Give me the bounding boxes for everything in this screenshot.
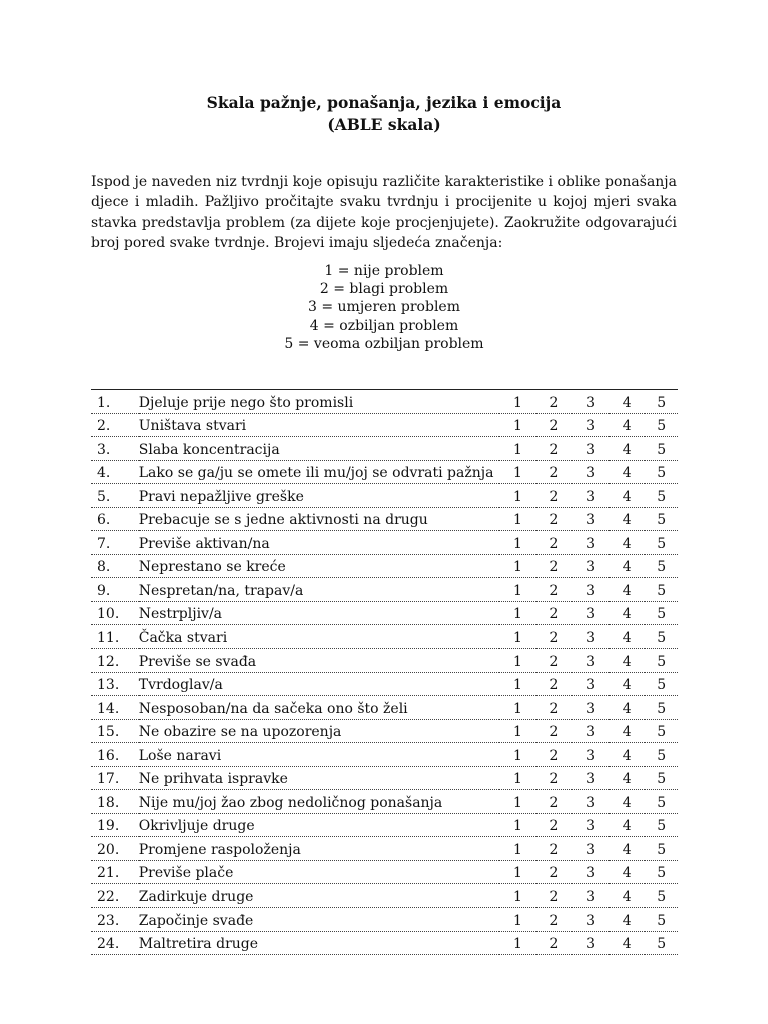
item-statement: Ne obazire se na upozorenja — [139, 719, 499, 743]
table-row — [91, 837, 678, 861]
rating-option-1[interactable]: 1 — [499, 578, 536, 602]
rating-option-4[interactable]: 4 — [609, 413, 646, 437]
rating-option-4[interactable]: 4 — [609, 578, 646, 602]
rating-option-4[interactable]: 4 — [609, 743, 646, 767]
item-statement: Maltretira druge — [139, 931, 499, 955]
rating-option-4[interactable]: 4 — [609, 390, 646, 414]
rating-option-3[interactable]: 3 — [572, 931, 609, 955]
title-line-1: Skala pažnje, ponašanja, jezika i emocija — [206, 93, 562, 112]
item-number: 4. — [91, 460, 139, 484]
rating-option-3[interactable]: 3 — [572, 578, 609, 602]
rating-option-5[interactable]: 5 — [645, 578, 678, 602]
rating-table-body — [91, 390, 678, 955]
rating-option-2[interactable]: 2 — [536, 860, 573, 884]
item-statement: Neprestano se kreće — [139, 554, 499, 578]
item-statement: Previše plače — [139, 860, 499, 884]
rating-option-4[interactable]: 4 — [609, 931, 646, 955]
table-row — [91, 766, 678, 790]
rating-option-1[interactable]: 1 — [499, 625, 536, 649]
item-number: 12. — [91, 649, 139, 673]
table-row — [91, 743, 678, 767]
item-statement: Lako se ga/ju se omete ili mu/joj se odvrati pažnja — [139, 460, 499, 484]
item-number: 24. — [91, 931, 139, 955]
rating-option-5[interactable]: 5 — [645, 601, 678, 625]
item-statement: Tvrdoglav/a — [139, 672, 499, 696]
item-number: 20. — [91, 837, 139, 861]
rating-option-5[interactable]: 5 — [645, 743, 678, 767]
table-row — [91, 413, 678, 437]
item-statement: Promjene raspoloženja — [139, 837, 499, 861]
rating-option-3[interactable]: 3 — [572, 460, 609, 484]
rating-option-5[interactable]: 5 — [645, 860, 678, 884]
rating-option-5[interactable]: 5 — [645, 625, 678, 649]
item-statement: Nesposoban/na da sačeka ono što želi — [139, 696, 499, 720]
item-statement: Čačka stvari — [139, 625, 499, 649]
rating-option-2[interactable]: 2 — [536, 507, 573, 531]
item-statement: Previše aktivan/na — [139, 531, 499, 555]
item-number: 19. — [91, 813, 139, 837]
rating-option-4[interactable]: 4 — [609, 884, 646, 908]
rating-option-1[interactable]: 1 — [499, 390, 536, 414]
rating-option-2[interactable]: 2 — [536, 743, 573, 767]
rating-option-4[interactable]: 4 — [609, 554, 646, 578]
rating-option-4[interactable]: 4 — [609, 625, 646, 649]
rating-option-5[interactable]: 5 — [645, 813, 678, 837]
rating-option-3[interactable]: 3 — [572, 649, 609, 673]
item-number: 15. — [91, 719, 139, 743]
rating-option-2[interactable]: 2 — [536, 696, 573, 720]
item-statement: Nespretan/na, trapav/a — [139, 578, 499, 602]
rating-option-3[interactable]: 3 — [572, 766, 609, 790]
legend-item-3: 3 = umjeren problem — [308, 299, 460, 316]
rating-option-3[interactable]: 3 — [572, 884, 609, 908]
rating-option-4[interactable]: 4 — [609, 484, 646, 508]
rating-option-2[interactable]: 2 — [536, 625, 573, 649]
item-statement: Loše naravi — [139, 743, 499, 767]
rating-option-4[interactable]: 4 — [609, 437, 646, 461]
item-number: 9. — [91, 578, 139, 602]
item-number: 23. — [91, 908, 139, 932]
rating-option-1[interactable]: 1 — [499, 531, 536, 555]
rating-option-1[interactable]: 1 — [499, 554, 536, 578]
item-statement: Nestrpljiv/a — [139, 601, 499, 625]
rating-option-4[interactable]: 4 — [609, 719, 646, 743]
table-row — [91, 484, 678, 508]
table-row — [91, 931, 678, 955]
item-statement: Okrivljuje druge — [139, 813, 499, 837]
rating-table — [91, 389, 678, 955]
table-row — [91, 554, 678, 578]
item-statement: Slaba koncentracija — [139, 437, 499, 461]
intro-paragraph: Ispod je naveden niz tvrdnji koje opisuju različite karakteristike i oblike ponašanja djece i mladih. Pažljivo pročitajte svaku tvrdnju i procijenite u kojoj mjeri svaka stavka predstavlja problem (za dijete koje procjenjujete). Zaokružite odgovarajući broj pored svake tvrdnje. Brojevi imaju sljedeća značenja: — [91, 174, 677, 252]
rating-option-5[interactable]: 5 — [645, 531, 678, 555]
rating-option-5[interactable]: 5 — [645, 790, 678, 814]
rating-option-3[interactable]: 3 — [572, 437, 609, 461]
rating-option-1[interactable]: 1 — [499, 484, 536, 508]
table-row — [91, 649, 678, 673]
rating-option-5[interactable]: 5 — [645, 413, 678, 437]
rating-option-5[interactable]: 5 — [645, 554, 678, 578]
table-row — [91, 790, 678, 814]
rating-option-1[interactable]: 1 — [499, 743, 536, 767]
rating-option-3[interactable]: 3 — [572, 531, 609, 555]
rating-option-2[interactable]: 2 — [536, 790, 573, 814]
rating-option-2[interactable]: 2 — [536, 484, 573, 508]
item-number: 16. — [91, 743, 139, 767]
rating-option-1[interactable]: 1 — [499, 766, 536, 790]
rating-option-2[interactable]: 2 — [536, 931, 573, 955]
item-number: 1. — [91, 390, 139, 414]
rating-option-4[interactable]: 4 — [609, 531, 646, 555]
rating-option-2[interactable]: 2 — [536, 531, 573, 555]
table-row — [91, 696, 678, 720]
rating-option-5[interactable]: 5 — [645, 837, 678, 861]
rating-option-1[interactable]: 1 — [499, 696, 536, 720]
rating-option-1[interactable]: 1 — [499, 790, 536, 814]
rating-option-4[interactable]: 4 — [609, 766, 646, 790]
item-number: 17. — [91, 766, 139, 790]
rating-option-2[interactable]: 2 — [536, 884, 573, 908]
item-number: 3. — [91, 437, 139, 461]
item-number: 5. — [91, 484, 139, 508]
rating-option-5[interactable]: 5 — [645, 719, 678, 743]
item-number: 2. — [91, 413, 139, 437]
rating-option-3[interactable]: 3 — [572, 743, 609, 767]
document-title — [0, 92, 768, 136]
rating-legend — [0, 262, 768, 353]
rating-option-2[interactable]: 2 — [536, 649, 573, 673]
rating-option-3[interactable]: 3 — [572, 813, 609, 837]
rating-option-4[interactable]: 4 — [609, 696, 646, 720]
table-row — [91, 601, 678, 625]
rating-option-2[interactable]: 2 — [536, 390, 573, 414]
rating-option-3[interactable]: 3 — [572, 790, 609, 814]
rating-option-1[interactable]: 1 — [499, 813, 536, 837]
item-number: 21. — [91, 860, 139, 884]
rating-option-1[interactable]: 1 — [499, 413, 536, 437]
rating-option-4[interactable]: 4 — [609, 908, 646, 932]
rating-option-3[interactable]: 3 — [572, 696, 609, 720]
rating-option-5[interactable]: 5 — [645, 437, 678, 461]
table-row — [91, 860, 678, 884]
rating-option-3[interactable]: 3 — [572, 413, 609, 437]
rating-option-3[interactable]: 3 — [572, 860, 609, 884]
rating-option-4[interactable]: 4 — [609, 860, 646, 884]
rating-option-2[interactable]: 2 — [536, 601, 573, 625]
rating-option-2[interactable]: 2 — [536, 460, 573, 484]
rating-option-1[interactable]: 1 — [499, 884, 536, 908]
rating-option-4[interactable]: 4 — [609, 649, 646, 673]
rating-option-3[interactable]: 3 — [572, 484, 609, 508]
rating-option-2[interactable]: 2 — [536, 766, 573, 790]
item-statement: Pravi nepažljive greške — [139, 484, 499, 508]
rating-option-5[interactable]: 5 — [645, 908, 678, 932]
rating-option-3[interactable]: 3 — [572, 837, 609, 861]
item-number: 13. — [91, 672, 139, 696]
legend-item-5: 5 = veoma ozbiljan problem — [284, 335, 484, 352]
rating-option-2[interactable]: 2 — [536, 719, 573, 743]
item-number: 22. — [91, 884, 139, 908]
rating-option-3[interactable]: 3 — [572, 601, 609, 625]
item-statement: Započinje svađe — [139, 908, 499, 932]
rating-option-1[interactable]: 1 — [499, 931, 536, 955]
rating-option-1[interactable]: 1 — [499, 719, 536, 743]
table-row — [91, 531, 678, 555]
item-number: 10. — [91, 601, 139, 625]
rating-option-5[interactable]: 5 — [645, 507, 678, 531]
rating-option-2[interactable]: 2 — [536, 837, 573, 861]
item-number: 11. — [91, 625, 139, 649]
rating-option-2[interactable]: 2 — [536, 908, 573, 932]
item-statement: Prebacuje se s jedne aktivnosti na drugu — [139, 507, 499, 531]
rating-option-1[interactable]: 1 — [499, 601, 536, 625]
rating-option-5[interactable]: 5 — [645, 672, 678, 696]
rating-option-3[interactable]: 3 — [572, 625, 609, 649]
rating-option-1[interactable]: 1 — [499, 649, 536, 673]
item-number: 18. — [91, 790, 139, 814]
rating-option-4[interactable]: 4 — [609, 790, 646, 814]
item-number: 14. — [91, 696, 139, 720]
rating-option-3[interactable]: 3 — [572, 672, 609, 696]
rating-option-5[interactable]: 5 — [645, 649, 678, 673]
rating-option-5[interactable]: 5 — [645, 884, 678, 908]
rating-option-3[interactable]: 3 — [572, 507, 609, 531]
rating-option-5[interactable]: 5 — [645, 484, 678, 508]
rating-option-4[interactable]: 4 — [609, 507, 646, 531]
table-row — [91, 908, 678, 932]
table-row — [91, 884, 678, 908]
rating-option-1[interactable]: 1 — [499, 837, 536, 861]
table-row — [91, 719, 678, 743]
table-row — [91, 390, 678, 414]
table-row — [91, 813, 678, 837]
rating-option-2[interactable]: 2 — [536, 813, 573, 837]
rating-option-2[interactable]: 2 — [536, 554, 573, 578]
rating-option-5[interactable]: 5 — [645, 696, 678, 720]
table-row — [91, 437, 678, 461]
rating-option-5[interactable]: 5 — [645, 390, 678, 414]
rating-option-1[interactable]: 1 — [499, 908, 536, 932]
rating-option-5[interactable]: 5 — [645, 766, 678, 790]
rating-option-5[interactable]: 5 — [645, 460, 678, 484]
rating-option-4[interactable]: 4 — [609, 813, 646, 837]
rating-option-2[interactable]: 2 — [536, 672, 573, 696]
rating-option-4[interactable]: 4 — [609, 837, 646, 861]
item-statement: Nije mu/joj žao zbog nedoličnog ponašanja — [139, 790, 499, 814]
item-statement: Uništava stvari — [139, 413, 499, 437]
legend-item-1: 1 = nije problem — [324, 263, 444, 279]
table-row — [91, 507, 678, 531]
item-statement: Djeluje prije nego što promisli — [139, 390, 499, 414]
legend-item-4: 4 = ozbiljan problem — [309, 317, 459, 334]
rating-option-3[interactable]: 3 — [572, 908, 609, 932]
table-row — [91, 578, 678, 602]
rating-option-2[interactable]: 2 — [536, 437, 573, 461]
item-statement: Zadirkuje druge — [139, 884, 499, 908]
table-row — [91, 625, 678, 649]
table-row — [91, 672, 678, 696]
rating-option-2[interactable]: 2 — [536, 578, 573, 602]
rating-option-3[interactable]: 3 — [572, 554, 609, 578]
item-statement: Previše se svađa — [139, 649, 499, 673]
rating-option-1[interactable]: 1 — [499, 507, 536, 531]
rating-option-2[interactable]: 2 — [536, 413, 573, 437]
rating-option-1[interactable]: 1 — [499, 860, 536, 884]
rating-option-4[interactable]: 4 — [609, 601, 646, 625]
rating-option-1[interactable]: 1 — [499, 460, 536, 484]
rating-option-1[interactable]: 1 — [499, 672, 536, 696]
item-statement: Ne prihvata ispravke — [139, 766, 499, 790]
table-row — [91, 460, 678, 484]
rating-option-3[interactable]: 3 — [572, 719, 609, 743]
rating-option-1[interactable]: 1 — [499, 437, 536, 461]
legend-item-2: 2 = blagi problem — [319, 281, 449, 298]
title-line-2: (ABLE skala) — [327, 115, 441, 134]
item-number: 8. — [91, 554, 139, 578]
item-number: 6. — [91, 507, 139, 531]
item-number: 7. — [91, 531, 139, 555]
rating-option-4[interactable]: 4 — [609, 460, 646, 484]
rating-option-4[interactable]: 4 — [609, 672, 646, 696]
rating-option-5[interactable]: 5 — [645, 931, 678, 955]
rating-option-3[interactable]: 3 — [572, 390, 609, 414]
